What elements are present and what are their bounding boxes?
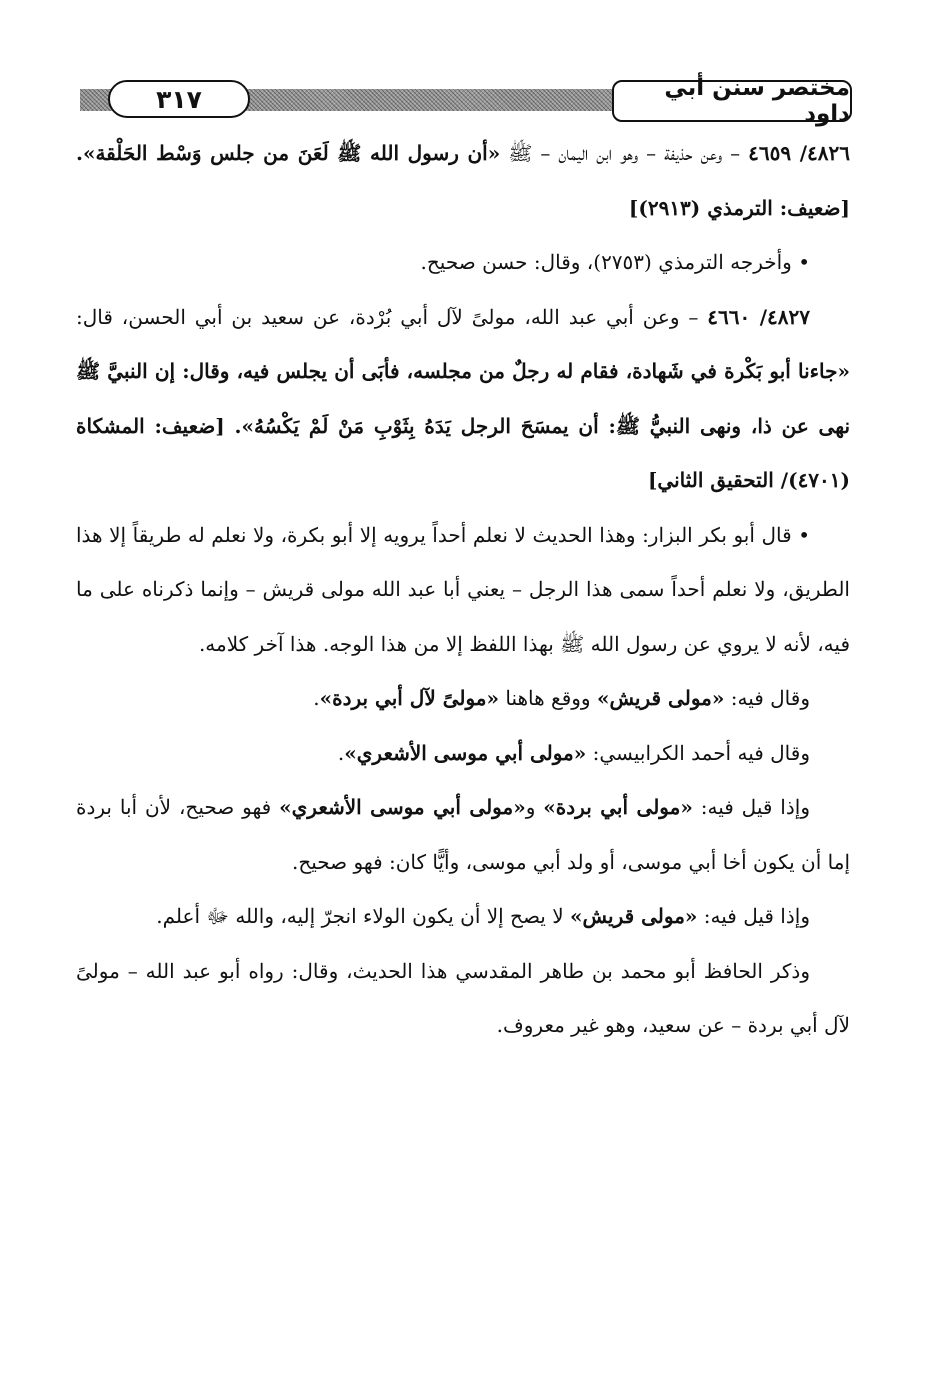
page-number: ٣١٧ xyxy=(108,80,250,118)
page-body xyxy=(76,126,850,1053)
commentary-paragraph: وذكر الحافظ أبو محمد بن طاهر المقدسي هذا الحديث، وقال: رواه أبو عبد الله – مولىً لآل أبي بردة – عن سعيد، وهو غير معروف. xyxy=(76,958,850,1037)
commentary-paragraph xyxy=(76,726,850,781)
takhrij-note: • وأخرجه الترمذي (٢٧٥٣)، وقال: حسن صحيح. xyxy=(420,250,810,274)
commentary-paragraph xyxy=(76,889,850,944)
running-header xyxy=(80,75,852,127)
book-title: مختصر سنن أبي داود xyxy=(612,80,852,122)
hadith-matn: «جاءنا أبو بَكْرة في شَهادة، فقام له رجلٌ من مجلسه، فأبَى أن يجلس فيه، وقال: إن النبيَّ ﷺ نهى عن ذا، ونهى النبيُّ ﷺ: أن يمسَحَ الرجل يَدَهُ بِثَوْبِ مَنْ لَمْ يَكْسُهُ». xyxy=(76,359,851,438)
text-run: وقال فيه أحمد الكرابيسي: xyxy=(586,740,810,765)
quoted-name: «مولى قريش» xyxy=(596,686,725,710)
text-run: وإذا قيل فيه: xyxy=(692,795,810,819)
quoted-name: «مولى قريش» xyxy=(570,904,698,928)
hadith-4827 xyxy=(76,290,850,508)
text-run: لا يصح إلا أن يكون الولاء انجرّ إليه، والله ﷻ أعلم. xyxy=(156,904,570,928)
hadith-matn: «أن رسول الله ﷺ لَعَنَ من جلس وَسْط الحَلْقة». xyxy=(76,141,501,165)
quoted-name: «مولى أبي بردة» xyxy=(543,795,693,819)
hadith-number: ٤٨٢٦/ ٤٦٥٩ xyxy=(748,141,850,165)
commentary-paragraph xyxy=(76,671,850,726)
commentary-paragraph: • قال أبو بكر البزار: وهذا الحديث لا نعلم أحداً يرويه إلا أبو بكرة، ولا نعلم له طريقاً إلا هذا الطريق، ولا نعلم أحداً سمى هذا الرجل – يعني أبا عبد الله مولى قريش – وإنما ذكرناه على ما فيه، لأنه لا يروي عن رسول الله ﷺ بهذا اللفظ إلا من هذا الوجه. هذا آخر كلامه. xyxy=(76,522,850,656)
text-run: . xyxy=(313,686,320,710)
quoted-name: «مولى أبي موسى الأشعري» xyxy=(344,740,587,765)
commentary-paragraph xyxy=(76,780,850,889)
hadith-4826 xyxy=(76,126,850,235)
hadith-grading: [ضعيف: المشكاة (٤٧٠١)/ التحقيق الثاني] xyxy=(76,413,850,492)
hadith-chain: – وعن حذيفة – وهو ابن اليمان – ﷺ xyxy=(500,141,749,165)
text-run: وقال فيه: xyxy=(724,686,810,710)
text-run: وإذا قيل فيه: xyxy=(697,904,810,928)
text-run: و xyxy=(525,795,544,819)
text-run: ووقع هاهنا xyxy=(499,686,597,710)
text-run: . xyxy=(337,740,345,765)
quoted-name: «مولى أبي موسى الأشعري» xyxy=(279,795,526,819)
quoted-name: «مولىً لآل أبي بردة» xyxy=(319,686,500,710)
hadith-number: ٤٨٢٧/ ٤٦٦٠ xyxy=(707,304,810,329)
text-run: فهو صحيح، لأن أبا بردة إما أن يكون أخا أبي موسى، أو ولد أبي موسى، وأيًّا كان: فهو صحيح. xyxy=(76,795,850,874)
hadith-chain: – وعن أبي عبد الله، مولىً لآل أبي بُرْدة، عن سعيد بن أبي الحسن، قال: xyxy=(76,304,708,329)
hadith-grading: [ضعيف: الترمذي (٢٩١٣)] xyxy=(628,195,850,220)
